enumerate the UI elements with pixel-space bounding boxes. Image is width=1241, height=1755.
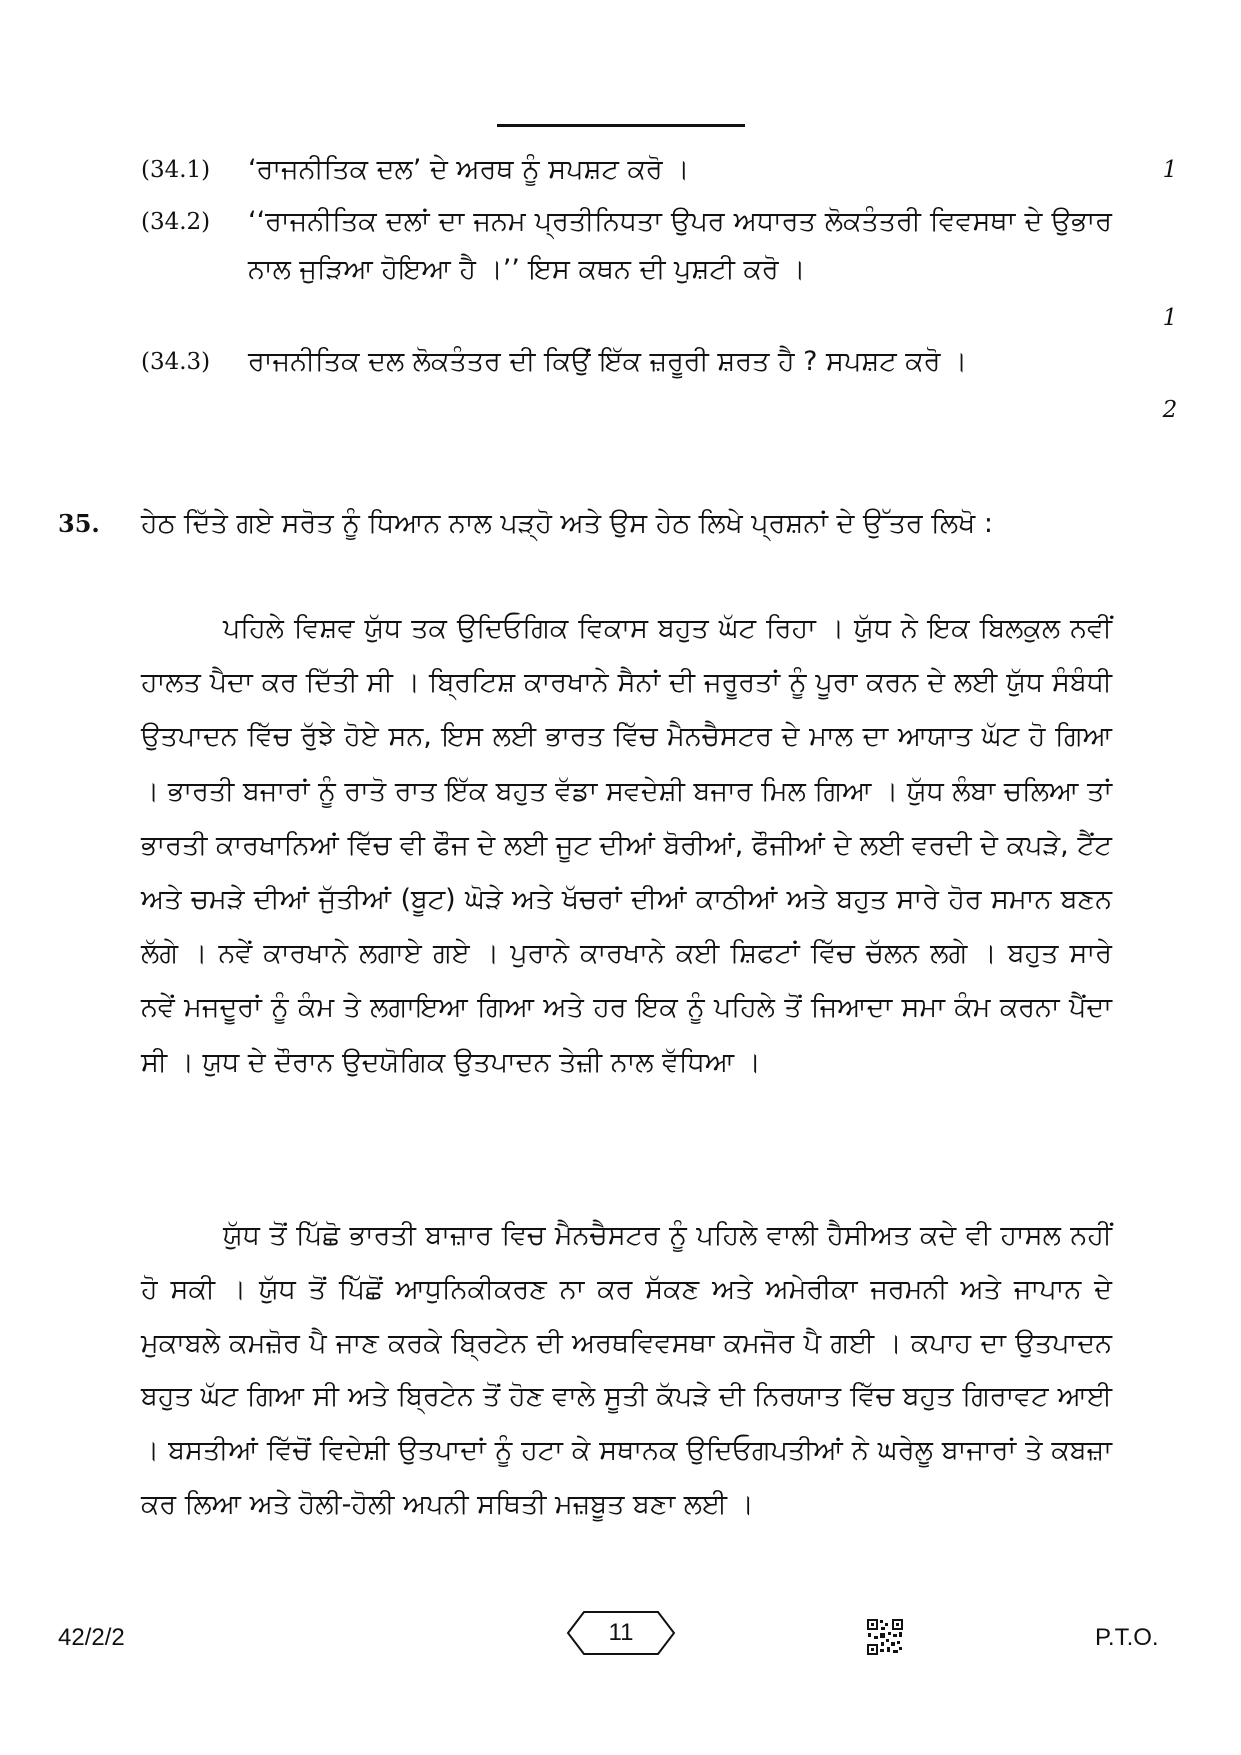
question-text: ‘‘ਰਾਜਨੀਤਿਕ ਦਲਾਂ ਦਾ ਜਨਮ ਪ੍ਰਤੀਨਿਧਤਾ ਉਪਰ ਅਧਾਰਤ ਲੋਕਤੰਤਰੀ ਵਿਵਸਥਾ ਦੇ ਉਭਾਰ ਨਾਲ ਜੁੜਿਆ ਹੋਇਆ ਹੈ ।’’ ਇਸ ਕਥਨ ਦੀ ਪੁਸ਼ਟੀ ਕਰੋ । [248, 206, 1112, 285]
page-number-badge [566, 1610, 676, 1656]
question-text: ਰਾਜਨੀਤਿਕ ਦਲ ਲੋਕਤੰਤਰ ਦੀ ਕਿਉਂ ਇੱਕ ਜ਼ਰੂਰੀ ਸ਼ਰਤ ਹੈ ? ਸਪਸ਼ਟ ਕਰੋ । [248, 346, 968, 377]
question-marks: 1 [1162, 305, 1178, 331]
paper-code: 42/2/2 [58, 1624, 125, 1651]
page-number: 11 [608, 1619, 634, 1646]
source-paragraph-1: ਪਹਿਲੇ ਵਿਸ਼ਵ ਯੁੱਧ ਤਕ ਉਦਿਓਗਿਕ ਵਿਕਾਸ ਬਹੁਤ ਘੱਟ ਰਿਹਾ । ਯੁੱਧ ਨੇ ਇਕ ਬਿਲਕੁਲ ਨਵੀਂ ਹਾਲਤ ਪੈਦਾ ਕਰ ਦਿੱਤੀ ਸੀ । ਬ੍ਰਿਟਿਸ਼ ਕਾਰਖਾਨੇ ਸੈਨਾਂ ਦੀ ਜਰੂਰਤਾਂ ਨੂੰ ਪੂਰਾ ਕਰਨ ਦੇ ਲਈ ਯੁੱਧ ਸੰਬੰਧੀ ਉਤਪਾਦਨ ਵਿੱਚ ਰੁੱਝੇ ਹੋਏ ਸਨ, ਇਸ ਲਈ ਭਾਰਤ ਵਿੱਚ ਮੈਨਚੈਸਟਰ ਦੇ ਮਾਲ ਦਾ ਆਯਾਤ ਘੱਟ ਹੋ ਗਿਆ । ਭਾਰਤੀ ਬਜਾਰਾਂ ਨੂੰ ਰਾਤੋ ਰਾਤ ਇੱਕ ਬਹੁਤ ਵੱਡਾ ਸਵਦੇਸ਼ੀ ਬਜਾਰ ਮਿਲ ਗਿਆ । ਯੁੱਧ ਲੰਬਾ ਚਲਿਆ ਤਾਂ ਭਾਰਤੀ ਕਾਰਖਾਨਿਆਂ ਵਿੱਚ ਵੀ ਫੌਜ ਦੇ ਲਈ ਜੂਟ ਦੀਆਂ ਬੋਰੀਆਂ, ਫੌਜੀਆਂ ਦੇ ਲਈ ਵਰਦੀ ਦੇ ਕਪੜੇ, ਟੈਂਟ ਅਤੇ ਚਮੜੇ ਦੀਆਂ ਜੁੱਤੀਆਂ (ਬੂਟ) ਘੋੜੇ ਅਤੇ ਖੱਚਰਾਂ ਦੀਆਂ ਕਾਠੀਆਂ ਅਤੇ ਬਹੁਤ ਸਾਰੇ ਹੋਰ ਸਮਾਨ ਬਣਨ ਲੱਗੇ । ਨਵੇਂ ਕਾਰਖਾਨੇ ਲਗਾਏ ਗਏ । ਪੁਰਾਨੇ ਕਾਰਖਾਨੇ ਕਈ ਸ਼ਿਫਟਾਂ ਵਿੱਚ ਚੱਲਨ ਲਗੇ । ਬਹੁਤ ਸਾਰੇ ਨਵੇਂ ਮਜਦੂਰਾਂ ਨੂੰ ਕੰਮ ਤੇ ਲਗਾਇਆ ਗਿਆ ਅਤੇ ਹਰ ਇਕ ਨੂੰ ਪਹਿਲੇ ਤੋਂ ਜਿਆਦਾ ਸਮਾ ਕੰਮ ਕਰਨਾ ਪੈਂਦਾ ਸੀ । ਯੁਧ ਦੇ ਦੌਰਾਨ ਉਦਯੋਗਿਕ ਉਤਪਾਦਨ ਤੇਜ਼ੀ ਨਾਲ ਵੱਧਿਆ । [141, 613, 1112, 1078]
question-35-number: 35. [58, 509, 100, 538]
question-number: (34.3) [141, 349, 211, 375]
section-divider-line [497, 124, 745, 127]
question-35-text: ਹੇਠ ਦਿੱਤੇ ਗਏ ਸਰੋਤ ਨੂੰ ਧਿਆਨ ਨਾਲ ਪੜ੍ਹੋ ਅਤੇ ਉਸ ਹੇਠ ਲਿਖੇ ਪ੍ਰਸ਼ਨਾਂ ਦੇ ਉੱਤਰ ਲਿਖੋ : [141, 508, 993, 539]
please-turn-over: P.T.O. [1095, 1624, 1159, 1651]
qr-code-icon [866, 1618, 904, 1656]
source-paragraph-2: ਯੁੱਧ ਤੋਂ ਪਿੱਛੋ ਭਾਰਤੀ ਬਾਜ਼ਾਰ ਵਿਚ ਮੈਨਚੈਸਟਰ ਨੂੰ ਪਹਿਲੇ ਵਾਲੀ ਹੈਸੀਅਤ ਕਦੇ ਵੀ ਹਾਸਲ ਨਹੀਂ ਹੋ ਸਕੀ । ਯੁੱਧ ਤੋਂ ਪਿੱਛੋਂ ਆਧੁਨਿਕੀਕਰਣ ਨਾ ਕਰ ਸੱਕਣ ਅਤੇ ਅਮੇਰੀਕਾ ਜਰਮਨੀ ਅਤੇ ਜਾਪਾਨ ਦੇ ਮੁਕਾਬਲੇ ਕਮਜ਼ੋਰ ਪੈ ਜਾਣ ਕਰਕੇ ਬ੍ਰਿਟੇਨ ਦੀ ਅਰਥਵਿਵਸਥਾ ਕਮਜੋਰ ਪੈ ਗਈ । ਕਪਾਹ ਦਾ ਉਤਪਾਦਨ ਬਹੁਤ ਘੱਟ ਗਿਆ ਸੀ ਅਤੇ ਬ੍ਰਿਟੇਨ ਤੋਂ ਹੋਣ ਵਾਲੇ ਸੂਤੀ ਕੱਪੜੇ ਦੀ ਨਿਰਯਾਤ ਵਿੱਚ ਬਹੁਤ ਗਿਰਾਵਟ ਆਈ । ਬਸਤੀਆਂ ਵਿੱਚੋਂ ਵਿਦੇਸ਼ੀ ਉਤਪਾਦਾਂ ਨੂੰ ਹਟਾ ਕੇ ਸਥਾਨਕ ਉਦਿਓਗਪਤੀਆਂ ਨੇ ਘਰੇਲੂ ਬਾਜਾਰਾਂ ਤੇ ਕਬਜ਼ਾ ਕਰ ਲਿਆ ਅਤੇ ਹੋਲੀ-ਹੋਲੀ ਅਪਨੀ ਸਥਿਤੀ ਮਜ਼ਬੂਤ ਬਣਾ ਲਈ । [141, 1220, 1112, 1520]
question-text: ‘ਰਾਜਨੀਤਿਕ ਦਲ’ ਦੇ ਅਰਥ ਨੂੰ ਸਪਸ਼ਟ ਕਰੋ । [248, 154, 690, 185]
question-number: (34.1) [141, 157, 211, 183]
page-footer [0, 1610, 1241, 1670]
question-marks: 1 [1162, 157, 1178, 183]
question-marks: 2 [1162, 397, 1178, 423]
question-number: (34.2) [141, 209, 211, 235]
